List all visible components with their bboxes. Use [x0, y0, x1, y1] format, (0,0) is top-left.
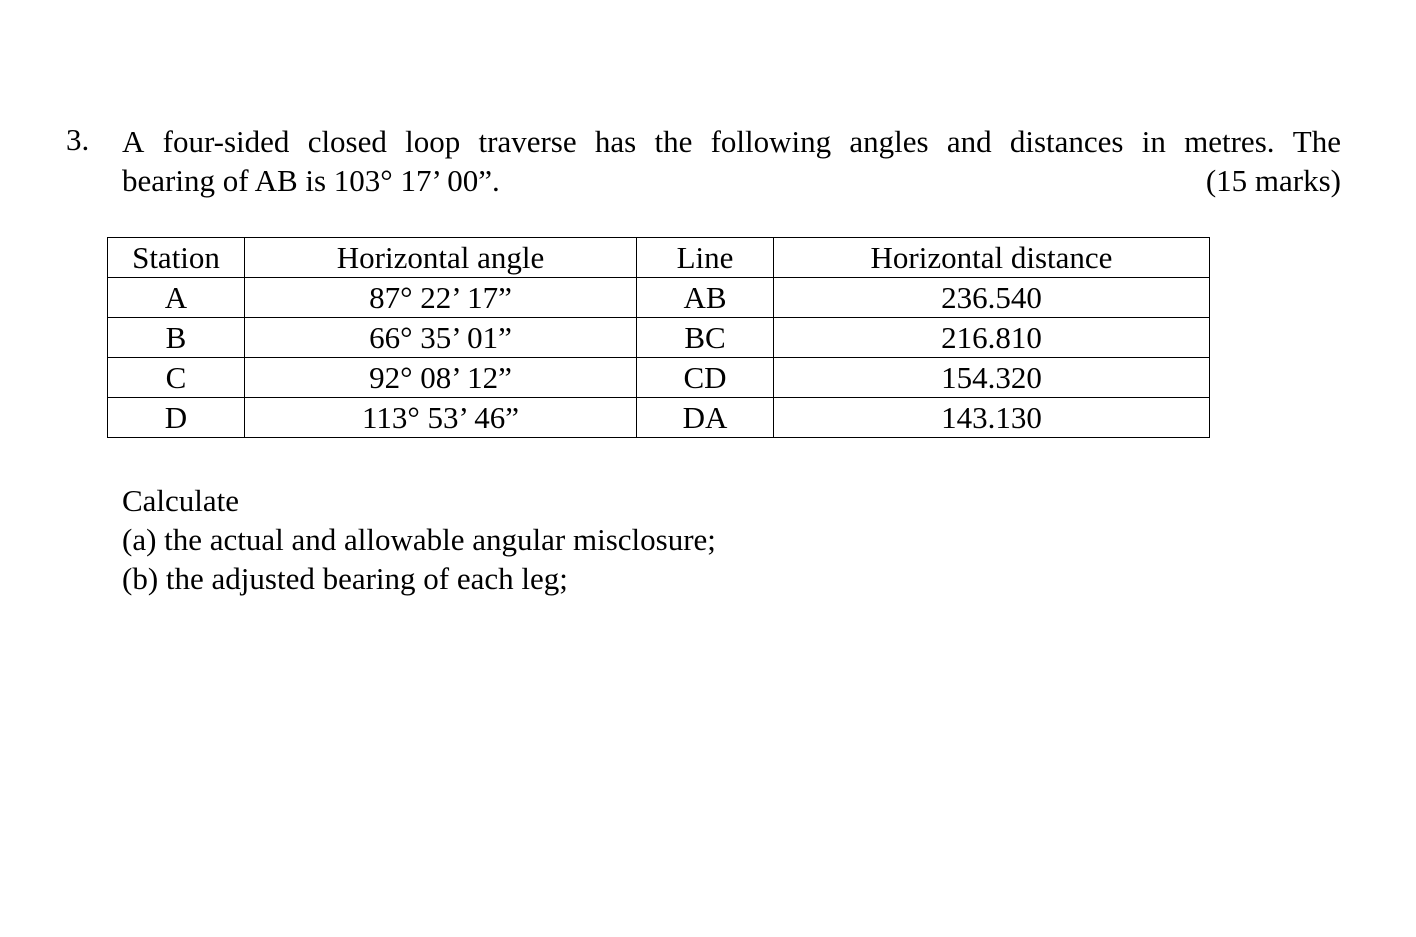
question-text: [122, 122, 1341, 200]
angle-cell: 92° 08’ 12”: [245, 358, 637, 398]
traverse-table: [107, 237, 1210, 438]
station-cell: B: [108, 318, 245, 358]
bearing-statement: bearing of AB is 103° 17’ 00”.: [122, 163, 500, 198]
question-word: in: [1141, 124, 1166, 159]
calculate-item-a: (a) the actual and allowable angular misclosure;: [122, 522, 716, 557]
station-cell: C: [108, 358, 245, 398]
header-horizontal-distance: Horizontal distance: [774, 238, 1210, 278]
question-word: four-sided: [162, 124, 290, 159]
question-word: A: [122, 124, 145, 159]
angle-cell: 113° 53’ 46”: [245, 398, 637, 438]
question-word: angles: [849, 124, 929, 159]
calculate-heading: Calculate: [122, 483, 240, 518]
line-cell: CD: [637, 358, 774, 398]
header-horizontal-angle: Horizontal angle: [245, 238, 637, 278]
table-row: [108, 318, 1210, 358]
distance-cell: 143.130: [774, 398, 1210, 438]
question-word: metres.: [1184, 124, 1275, 159]
question-word: and: [946, 124, 992, 159]
question-word: distances: [1009, 124, 1124, 159]
table-header-row: [108, 238, 1210, 278]
question-number: 3.: [66, 122, 90, 157]
header-line: Line: [637, 238, 774, 278]
question-line-2: [122, 161, 1341, 200]
question-line-1: [122, 122, 1341, 161]
question-word: traverse: [478, 124, 577, 159]
angle-cell: 87° 22’ 17”: [245, 278, 637, 318]
question-word: The: [1292, 124, 1341, 159]
question-word: following: [710, 124, 832, 159]
question-word: loop: [405, 124, 461, 159]
line-cell: DA: [637, 398, 774, 438]
distance-cell: 154.320: [774, 358, 1210, 398]
header-station: Station: [108, 238, 245, 278]
line-cell: BC: [637, 318, 774, 358]
marks-label: (15 marks): [1205, 163, 1341, 198]
angle-cell: 66° 35’ 01”: [245, 318, 637, 358]
line-cell: AB: [637, 278, 774, 318]
question-word: the: [654, 124, 693, 159]
calculate-item-b: (b) the adjusted bearing of each leg;: [122, 561, 568, 596]
distance-cell: 216.810: [774, 318, 1210, 358]
table-row: [108, 398, 1210, 438]
question-word: has: [594, 124, 637, 159]
distance-cell: 236.540: [774, 278, 1210, 318]
table-row: [108, 358, 1210, 398]
question-word: closed: [307, 124, 387, 159]
station-cell: A: [108, 278, 245, 318]
table-row: [108, 278, 1210, 318]
station-cell: D: [108, 398, 245, 438]
calculate-section: [122, 481, 716, 598]
